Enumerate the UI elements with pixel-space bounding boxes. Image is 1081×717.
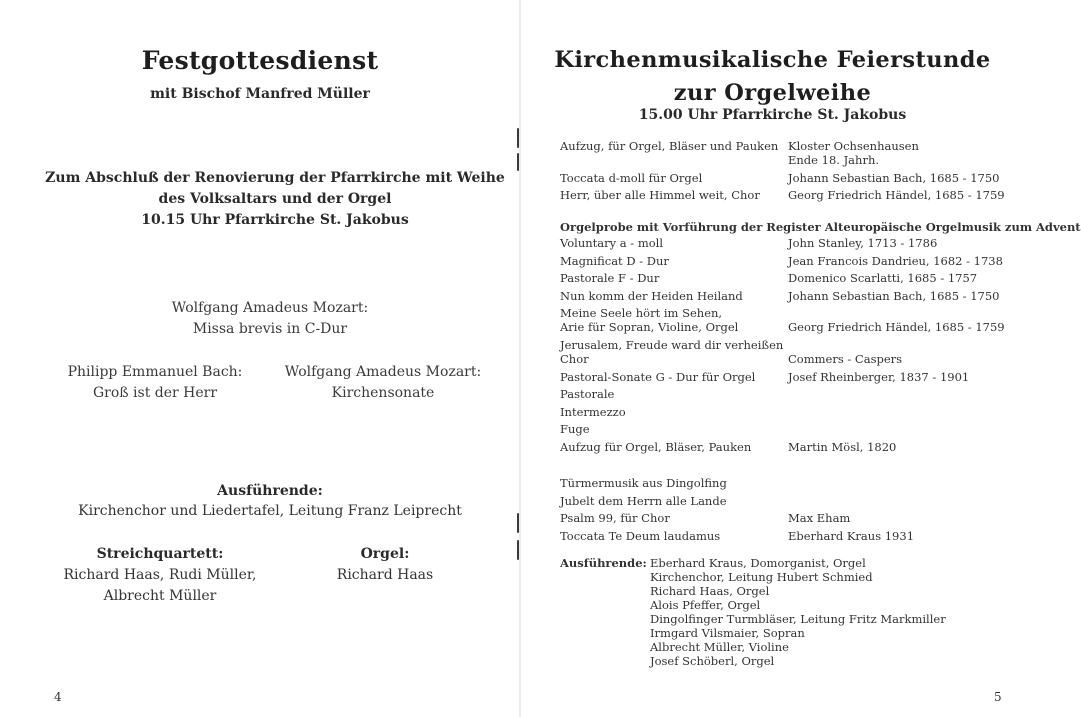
composer-line: Josef Rheinberger, 1837 - 1901 <box>788 369 970 384</box>
performer-name: Alois Pfeffer, Orgel <box>650 598 761 612</box>
work-line: Jerusalem, Freude ward dir verheißen <box>560 337 784 352</box>
program-row <box>560 422 1020 436</box>
page-subtitle: 15.00 Uhr Pfarrkirche St. Jakobus <box>638 107 907 123</box>
composer-line: Ende 18. Jahrh. <box>788 153 880 167</box>
quartet-line: Richard Haas, Rudi Müller, <box>63 567 257 583</box>
program-work <box>560 271 788 285</box>
piece-left <box>50 362 260 404</box>
program-composer <box>788 271 1020 285</box>
program-work <box>560 338 788 366</box>
program-composer <box>788 405 1020 419</box>
performers-label: Ausführende: <box>560 556 647 570</box>
program-composer <box>788 476 1020 490</box>
program-composer <box>788 306 1020 334</box>
program-part-2 <box>560 236 1020 454</box>
organ-demo-section <box>560 218 1081 458</box>
composer-line: Johann Sebastian Bach, 1685 - 1750 <box>788 288 1000 303</box>
work-line: Chor <box>560 351 589 366</box>
program-composer <box>788 440 1020 454</box>
program-composer <box>788 139 1020 167</box>
work-line: Pastorale <box>560 387 615 402</box>
performer-name: Josef Schöberl, Orgel <box>650 654 775 668</box>
program-composer <box>788 289 1020 303</box>
work-line: Magnificat D - Dur <box>560 253 669 268</box>
composer-line: Martin Mösl, 1820 <box>788 439 897 454</box>
composer-line <box>788 494 1020 508</box>
organ-name: Richard Haas <box>336 567 434 583</box>
quartet-heading: Streichquartett: <box>96 546 224 562</box>
program-composer <box>788 387 1020 401</box>
composer-line: Eberhard Kraus 1931 <box>788 528 915 543</box>
program-work <box>560 139 788 167</box>
composer-line: John Stanley, 1713 - 1786 <box>788 236 938 250</box>
composer-line: Jean Francois Dandrieu, 1682 - 1738 <box>788 253 1003 268</box>
work-line: Toccata Te Deum laudamus <box>560 528 721 543</box>
work-line: Psalm 99, für Chor <box>560 511 670 526</box>
program-row <box>560 338 1020 366</box>
mass-work: Missa brevis in C-Dur <box>192 321 348 337</box>
title-line: Kirchenmusikalische Feierstunde <box>554 47 991 73</box>
page-subtitle: mit Bischof Manfred Müller <box>150 86 370 102</box>
program-row <box>560 476 1020 490</box>
program-row <box>560 289 1020 303</box>
program-row <box>560 254 1020 268</box>
right-page <box>521 0 1081 717</box>
work-line: Arie für Sopran, Violine, Orgel <box>560 320 739 335</box>
performer-name: Richard Haas, Orgel <box>650 584 770 598</box>
work-line: Toccata d-moll für Orgel <box>560 170 703 185</box>
section-heading: Orgelprobe mit Vorführung der Register Alteuropäische Orgelmusik zum Advent <box>560 220 1081 234</box>
left-page <box>0 0 519 717</box>
composer-line: Georg Friedrich Händel, 1685 - 1759 <box>788 188 1005 203</box>
program-work <box>560 387 788 401</box>
work-line: Aufzug, für Orgel, Bläser und Pauken <box>560 139 779 153</box>
program-composer <box>788 529 1020 543</box>
work-line: Meine Seele hört im Sehen, <box>560 306 723 321</box>
work-line: Pastoral-Sonate G - Dur für Orgel <box>560 369 756 384</box>
program-work <box>560 529 788 543</box>
program-work <box>560 476 788 490</box>
intro-line: Zum Abschluß der Renovierung der Pfarrkirche mit Weihe <box>45 170 505 186</box>
composer-line: Domenico Scarlatti, 1685 - 1757 <box>788 271 978 286</box>
composer-line <box>788 422 1020 436</box>
program-row <box>560 370 1020 384</box>
performer-name: Irmgard Vilsmaier, Sopran <box>650 626 805 640</box>
performer-name: Kirchenchor, Leitung Hubert Schmied <box>650 570 873 584</box>
program-composer <box>788 494 1020 508</box>
program-row <box>560 387 1020 401</box>
work-line: Jubelt dem Herrn alle Lande <box>560 493 727 508</box>
composer-line: Commers - Caspers <box>788 351 903 366</box>
piece-composer: Wolfgang Amadeus Mozart: <box>284 364 482 380</box>
page-number: 4 <box>54 690 62 704</box>
program-part-1 <box>560 139 1020 206</box>
performer-name: Dingolfinger Turmbläser, Leitung Fritz Markmiller <box>650 612 946 626</box>
composer-line <box>788 476 1020 490</box>
piece-work: Kirchensonate <box>331 385 435 401</box>
program-work <box>560 494 788 508</box>
performer-name: Albrecht Müller, Violine <box>650 640 789 654</box>
quartet-line: Albrecht Müller <box>103 588 217 604</box>
composer-line <box>788 306 1020 320</box>
program-work <box>560 370 788 384</box>
work-line: Herr, über alle Himmel weit, Chor <box>560 188 760 203</box>
program-row <box>560 171 1020 185</box>
program-row <box>560 236 1020 250</box>
program-row <box>560 494 1020 508</box>
program-work <box>560 440 788 454</box>
composer-line <box>788 405 1020 419</box>
service-intro <box>40 168 510 231</box>
program-composer <box>788 188 1020 202</box>
program-work <box>560 405 788 419</box>
mass-composer: Wolfgang Amadeus Mozart: <box>171 300 369 316</box>
program-work <box>560 254 788 268</box>
program-row <box>560 405 1020 419</box>
piece-work: Groß ist der Herr <box>92 385 218 401</box>
program-row <box>560 440 1020 454</box>
program-composer <box>788 254 1020 268</box>
program-composer <box>788 171 1020 185</box>
program-composer <box>788 236 1020 250</box>
program-work <box>560 306 788 334</box>
composer-line: Max Eham <box>788 511 851 526</box>
page-number: 5 <box>994 690 1002 704</box>
work-line: Voluntary a - moll <box>560 236 664 250</box>
composer-line: Georg Friedrich Händel, 1685 - 1759 <box>788 320 1005 335</box>
program-composer <box>788 422 1020 436</box>
page-title <box>521 44 1024 110</box>
work-line: Pastorale F - Dur <box>560 271 660 286</box>
work-line: Türmermusik aus Dingolfing <box>560 476 727 490</box>
program-row <box>560 188 1020 202</box>
program-work <box>560 289 788 303</box>
program-row <box>560 139 1020 167</box>
quartet-members <box>60 565 260 607</box>
work-line: Nun komm der Heiden Heiland <box>560 288 743 303</box>
composer-line <box>788 387 1020 401</box>
program-part-3 <box>560 476 1020 546</box>
program-work <box>560 188 788 202</box>
intro-line: des Volksaltars und der Orgel <box>158 191 392 207</box>
work-line: Intermezzo <box>560 404 626 419</box>
mass-block <box>60 298 480 340</box>
program-work <box>560 236 788 250</box>
program-row <box>560 271 1020 285</box>
performers-block <box>560 556 946 668</box>
composer-line: Johann Sebastian Bach, 1685 - 1750 <box>788 170 1000 185</box>
program-row <box>560 306 1020 334</box>
program-row <box>560 529 1020 543</box>
performers-heading: Ausführende: <box>217 483 323 499</box>
intro-line: 10.15 Uhr Pfarrkirche St. Jakobus <box>141 212 409 228</box>
composer-line: Kloster Ochsenhausen <box>788 139 919 153</box>
program-composer <box>788 338 1020 366</box>
work-line: Aufzug für Orgel, Bläser, Pauken <box>560 439 752 454</box>
piece-composer: Philipp Emmanuel Bach: <box>67 364 243 380</box>
program-work <box>560 171 788 185</box>
program-composer <box>788 370 1020 384</box>
piece-right <box>276 362 490 404</box>
program-work <box>560 511 788 525</box>
performers-list <box>650 556 946 668</box>
title-line: zur Orgelweihe <box>673 80 872 106</box>
organ-heading: Orgel: <box>360 546 410 562</box>
work-line: Fuge <box>560 422 590 437</box>
program-composer <box>788 511 1020 525</box>
program-work <box>560 422 788 436</box>
program-row <box>560 511 1020 525</box>
performers-text: Kirchenchor und Liedertafel, Leitung Franz Leiprecht <box>78 503 462 519</box>
page-title: Festgottesdienst <box>141 46 379 75</box>
performer-name: Eberhard Kraus, Domorganist, Orgel <box>650 556 866 570</box>
composer-line <box>788 338 1020 352</box>
